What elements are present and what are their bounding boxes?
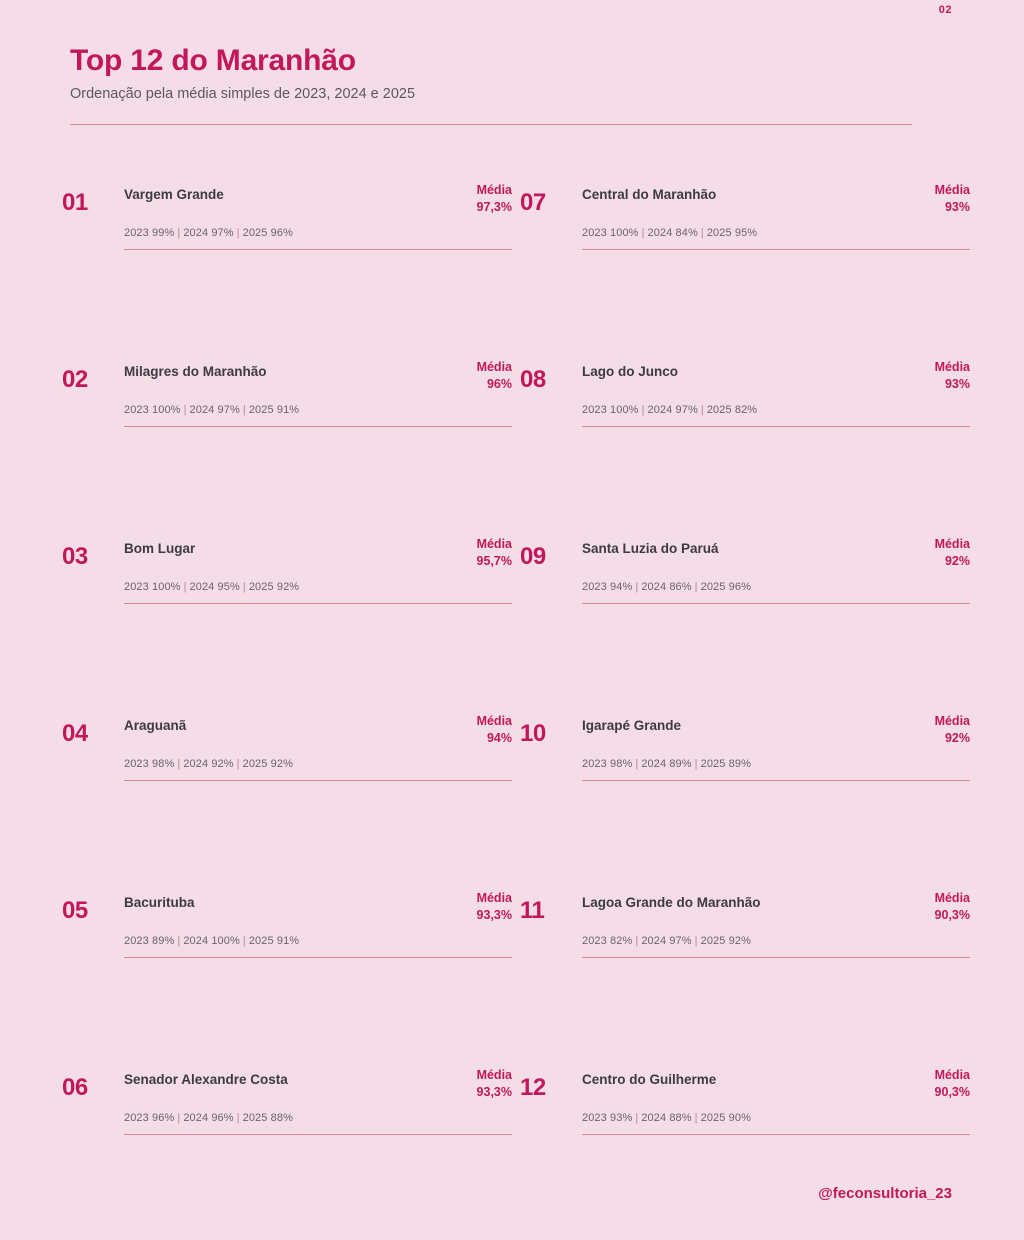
entry-year-separator: | bbox=[177, 757, 181, 770]
entry-year-separator: | bbox=[177, 226, 181, 239]
entry-year-2024: 2024 92% bbox=[183, 757, 234, 770]
entry-year-values bbox=[582, 404, 970, 416]
entry-year-2024: 2024 86% bbox=[641, 580, 692, 593]
entry-average-value: 96% bbox=[486, 376, 512, 391]
ranking-entry bbox=[520, 355, 970, 532]
entry-year-separator: | bbox=[183, 580, 187, 593]
entry-average bbox=[921, 890, 970, 924]
entry-divider bbox=[582, 426, 970, 427]
ranking-entry bbox=[62, 355, 512, 532]
entry-city-name: Araguanã bbox=[124, 718, 187, 733]
entry-top-row bbox=[124, 182, 512, 216]
entry-rank: 12 bbox=[520, 1074, 546, 1101]
entry-average bbox=[463, 182, 512, 216]
entry-year-values bbox=[582, 935, 970, 947]
entry-city-name: Igarapé Grande bbox=[582, 718, 682, 733]
ranking-entry bbox=[62, 709, 512, 886]
entry-city-name: Lagoa Grande do Maranhão bbox=[582, 895, 761, 910]
entry-city-name: Centro do Guilherme bbox=[582, 1072, 717, 1087]
entry-year-separator: | bbox=[635, 757, 639, 770]
entry-year-2023: 2023 82% bbox=[582, 934, 633, 947]
entry-body bbox=[124, 713, 512, 781]
entry-year-values bbox=[582, 758, 970, 770]
entry-year-2023: 2023 93% bbox=[582, 1111, 633, 1124]
page-header bbox=[70, 44, 952, 125]
entry-year-separator: | bbox=[700, 226, 704, 239]
entry-year-values bbox=[124, 935, 512, 947]
ranking-entry bbox=[520, 178, 970, 355]
entry-top-row bbox=[124, 359, 512, 393]
entry-body bbox=[124, 536, 512, 604]
entry-year-values bbox=[124, 227, 512, 239]
entry-city-name: Central do Maranhão bbox=[582, 187, 717, 202]
page-title: Top 12 do Maranhão bbox=[70, 44, 356, 77]
entry-city-name: Bacurituba bbox=[124, 895, 195, 910]
entry-divider bbox=[124, 780, 512, 781]
entry-divider bbox=[124, 426, 512, 427]
entry-year-separator: | bbox=[635, 580, 639, 593]
entry-body bbox=[582, 1067, 970, 1135]
entry-year-2025: 2025 88% bbox=[242, 1111, 293, 1124]
entry-year-2023: 2023 100% bbox=[582, 403, 639, 416]
entry-top-row bbox=[582, 890, 970, 924]
entry-divider bbox=[124, 1134, 512, 1135]
entry-year-2024: 2024 97% bbox=[641, 934, 692, 947]
entry-top-row bbox=[124, 1067, 512, 1101]
header-divider bbox=[70, 124, 912, 125]
entry-year-separator: | bbox=[641, 226, 645, 239]
entry-city-name: Milagres do Maranhão bbox=[124, 364, 267, 379]
entry-top-row bbox=[582, 359, 970, 393]
entry-average-value: 94% bbox=[486, 730, 512, 745]
entry-rank: 09 bbox=[520, 543, 546, 570]
entry-average-label: Média bbox=[476, 714, 512, 728]
entry-average-value: 92% bbox=[944, 553, 970, 568]
entry-year-2024: 2024 84% bbox=[647, 226, 698, 239]
ranking-entry bbox=[62, 886, 512, 1063]
entry-year-2024: 2024 100% bbox=[183, 934, 240, 947]
entry-average bbox=[463, 713, 512, 747]
ranking-entry bbox=[62, 532, 512, 709]
entry-year-separator: | bbox=[236, 226, 240, 239]
entry-year-separator: | bbox=[694, 757, 698, 770]
ranking-entry bbox=[520, 1063, 970, 1240]
entry-average-label: Média bbox=[934, 714, 970, 728]
entry-year-separator: | bbox=[242, 403, 246, 416]
entry-rank: 07 bbox=[520, 189, 546, 216]
ranking-entry bbox=[520, 532, 970, 709]
entry-year-2025: 2025 92% bbox=[248, 580, 300, 593]
entry-year-2025: 2025 89% bbox=[700, 757, 751, 770]
ranking-entry bbox=[520, 709, 970, 886]
entry-body bbox=[124, 359, 512, 427]
entry-year-2023: 2023 100% bbox=[582, 226, 639, 239]
entry-divider bbox=[124, 603, 512, 604]
entry-year-2023: 2023 98% bbox=[124, 757, 175, 770]
entry-year-2025: 2025 92% bbox=[700, 934, 751, 947]
entry-year-2024: 2024 89% bbox=[641, 757, 692, 770]
entry-year-2023: 2023 100% bbox=[124, 403, 181, 416]
entry-average-value: 97,3% bbox=[476, 199, 512, 214]
entry-year-separator: | bbox=[177, 934, 181, 947]
entry-year-separator: | bbox=[700, 403, 704, 416]
entry-average-value: 95,7% bbox=[476, 553, 512, 568]
entry-average-value: 90,3% bbox=[934, 1084, 970, 1099]
entry-year-2025: 2025 91% bbox=[248, 403, 300, 416]
ranking-grid bbox=[62, 178, 970, 1240]
entry-year-separator: | bbox=[694, 580, 698, 593]
entry-year-2024: 2024 97% bbox=[647, 403, 698, 416]
entry-year-2023: 2023 89% bbox=[124, 934, 175, 947]
entry-average-label: Média bbox=[934, 183, 970, 197]
entry-year-separator: | bbox=[177, 1111, 181, 1124]
entry-divider bbox=[582, 603, 970, 604]
entry-year-2025: 2025 96% bbox=[242, 226, 293, 239]
entry-top-row bbox=[582, 536, 970, 570]
entry-year-2024: 2024 96% bbox=[183, 1111, 234, 1124]
ranking-entry bbox=[520, 886, 970, 1063]
entry-year-separator: | bbox=[236, 1111, 240, 1124]
entry-body bbox=[582, 713, 970, 781]
entry-rank: 06 bbox=[62, 1074, 88, 1101]
entry-rank: 11 bbox=[520, 897, 545, 924]
entry-body bbox=[124, 890, 512, 958]
entry-body bbox=[124, 182, 512, 250]
entry-top-row bbox=[582, 1067, 970, 1101]
entry-city-name: Bom Lugar bbox=[124, 541, 196, 556]
footer-handle: @feconsultoria_23 bbox=[818, 1185, 952, 1202]
entry-year-values bbox=[582, 1112, 970, 1124]
entry-year-2025: 2025 96% bbox=[700, 580, 751, 593]
entry-year-2023: 2023 94% bbox=[582, 580, 633, 593]
entry-rank: 04 bbox=[62, 720, 88, 747]
entry-year-2024: 2024 95% bbox=[189, 580, 240, 593]
entry-average bbox=[463, 890, 512, 924]
entry-average bbox=[463, 536, 512, 570]
entry-body bbox=[582, 359, 970, 427]
entry-average-label: Média bbox=[934, 537, 970, 551]
entry-year-2023: 2023 98% bbox=[582, 757, 633, 770]
entry-city-name: Vargem Grande bbox=[124, 187, 224, 202]
entry-average-label: Média bbox=[934, 1068, 970, 1082]
entry-year-separator: | bbox=[694, 934, 698, 947]
entry-year-2024: 2024 97% bbox=[189, 403, 240, 416]
entry-year-values bbox=[124, 404, 512, 416]
entry-year-separator: | bbox=[635, 934, 639, 947]
entry-rank: 02 bbox=[62, 366, 88, 393]
entry-year-2025: 2025 92% bbox=[242, 757, 293, 770]
entry-body bbox=[582, 890, 970, 958]
entry-year-separator: | bbox=[635, 1111, 639, 1124]
entry-rank: 05 bbox=[62, 897, 88, 924]
entry-year-values bbox=[124, 758, 512, 770]
entry-year-separator: | bbox=[236, 757, 240, 770]
entry-year-2025: 2025 90% bbox=[700, 1111, 751, 1124]
entry-average-label: Média bbox=[476, 537, 512, 551]
entry-average-value: 93,3% bbox=[476, 1084, 512, 1099]
entry-year-separator: | bbox=[242, 934, 246, 947]
entry-year-values bbox=[124, 581, 512, 593]
entry-average-value: 93% bbox=[944, 199, 970, 214]
entry-top-row bbox=[124, 713, 512, 747]
entry-divider bbox=[582, 1134, 970, 1135]
entry-average bbox=[921, 359, 970, 393]
entry-year-2025: 2025 91% bbox=[248, 934, 300, 947]
entry-year-2025: 2025 95% bbox=[706, 226, 758, 239]
entry-average bbox=[921, 536, 970, 570]
entry-average-label: Média bbox=[934, 891, 970, 905]
entry-average bbox=[921, 182, 970, 216]
entry-rank: 01 bbox=[62, 189, 88, 216]
entry-year-2024: 2024 88% bbox=[641, 1111, 692, 1124]
entry-year-separator: | bbox=[183, 403, 187, 416]
entry-rank: 03 bbox=[62, 543, 88, 570]
entry-top-row bbox=[582, 713, 970, 747]
entry-rank: 08 bbox=[520, 366, 546, 393]
entry-year-2023: 2023 100% bbox=[124, 580, 181, 593]
entry-body bbox=[582, 536, 970, 604]
entry-year-2024: 2024 97% bbox=[183, 226, 234, 239]
ranking-entry bbox=[62, 1063, 512, 1240]
entry-year-values bbox=[582, 227, 970, 239]
entry-divider bbox=[124, 957, 512, 958]
entry-body bbox=[124, 1067, 512, 1135]
entry-average-value: 93,3% bbox=[476, 907, 512, 922]
entry-rank: 10 bbox=[520, 720, 546, 747]
page-subtitle: Ordenação pela média simples de 2023, 2024 e 2025 bbox=[70, 86, 416, 102]
entry-divider bbox=[582, 957, 970, 958]
entry-city-name: Santa Luzia do Paruá bbox=[582, 541, 719, 556]
page-number: 02 bbox=[938, 4, 952, 16]
entry-average-label: Média bbox=[476, 1068, 512, 1082]
entry-year-separator: | bbox=[694, 1111, 698, 1124]
entry-average-label: Média bbox=[476, 891, 512, 905]
entry-year-values bbox=[124, 1112, 512, 1124]
entry-divider bbox=[582, 249, 970, 250]
entry-year-2023: 2023 99% bbox=[124, 226, 175, 239]
entry-top-row bbox=[124, 536, 512, 570]
entry-top-row bbox=[124, 890, 512, 924]
entry-average-label: Média bbox=[934, 360, 970, 374]
entry-average-label: Média bbox=[476, 360, 512, 374]
entry-divider bbox=[124, 249, 512, 250]
entry-year-values bbox=[582, 581, 970, 593]
entry-average bbox=[921, 713, 970, 747]
entry-year-separator: | bbox=[242, 580, 246, 593]
entry-top-row bbox=[582, 182, 970, 216]
entry-average bbox=[463, 359, 512, 393]
entry-year-2023: 2023 96% bbox=[124, 1111, 175, 1124]
ranking-entry bbox=[62, 178, 512, 355]
entry-average-label: Média bbox=[476, 183, 512, 197]
entry-average bbox=[921, 1067, 970, 1101]
entry-city-name: Lago do Junco bbox=[582, 364, 678, 379]
entry-average bbox=[463, 1067, 512, 1101]
entry-divider bbox=[582, 780, 970, 781]
entry-average-value: 93% bbox=[944, 376, 970, 391]
entry-average-value: 92% bbox=[944, 730, 970, 745]
entry-year-separator: | bbox=[641, 403, 645, 416]
entry-city-name: Senador Alexandre Costa bbox=[124, 1072, 288, 1087]
entry-year-2025: 2025 82% bbox=[706, 403, 758, 416]
entry-body bbox=[582, 182, 970, 250]
entry-average-value: 90,3% bbox=[934, 907, 970, 922]
